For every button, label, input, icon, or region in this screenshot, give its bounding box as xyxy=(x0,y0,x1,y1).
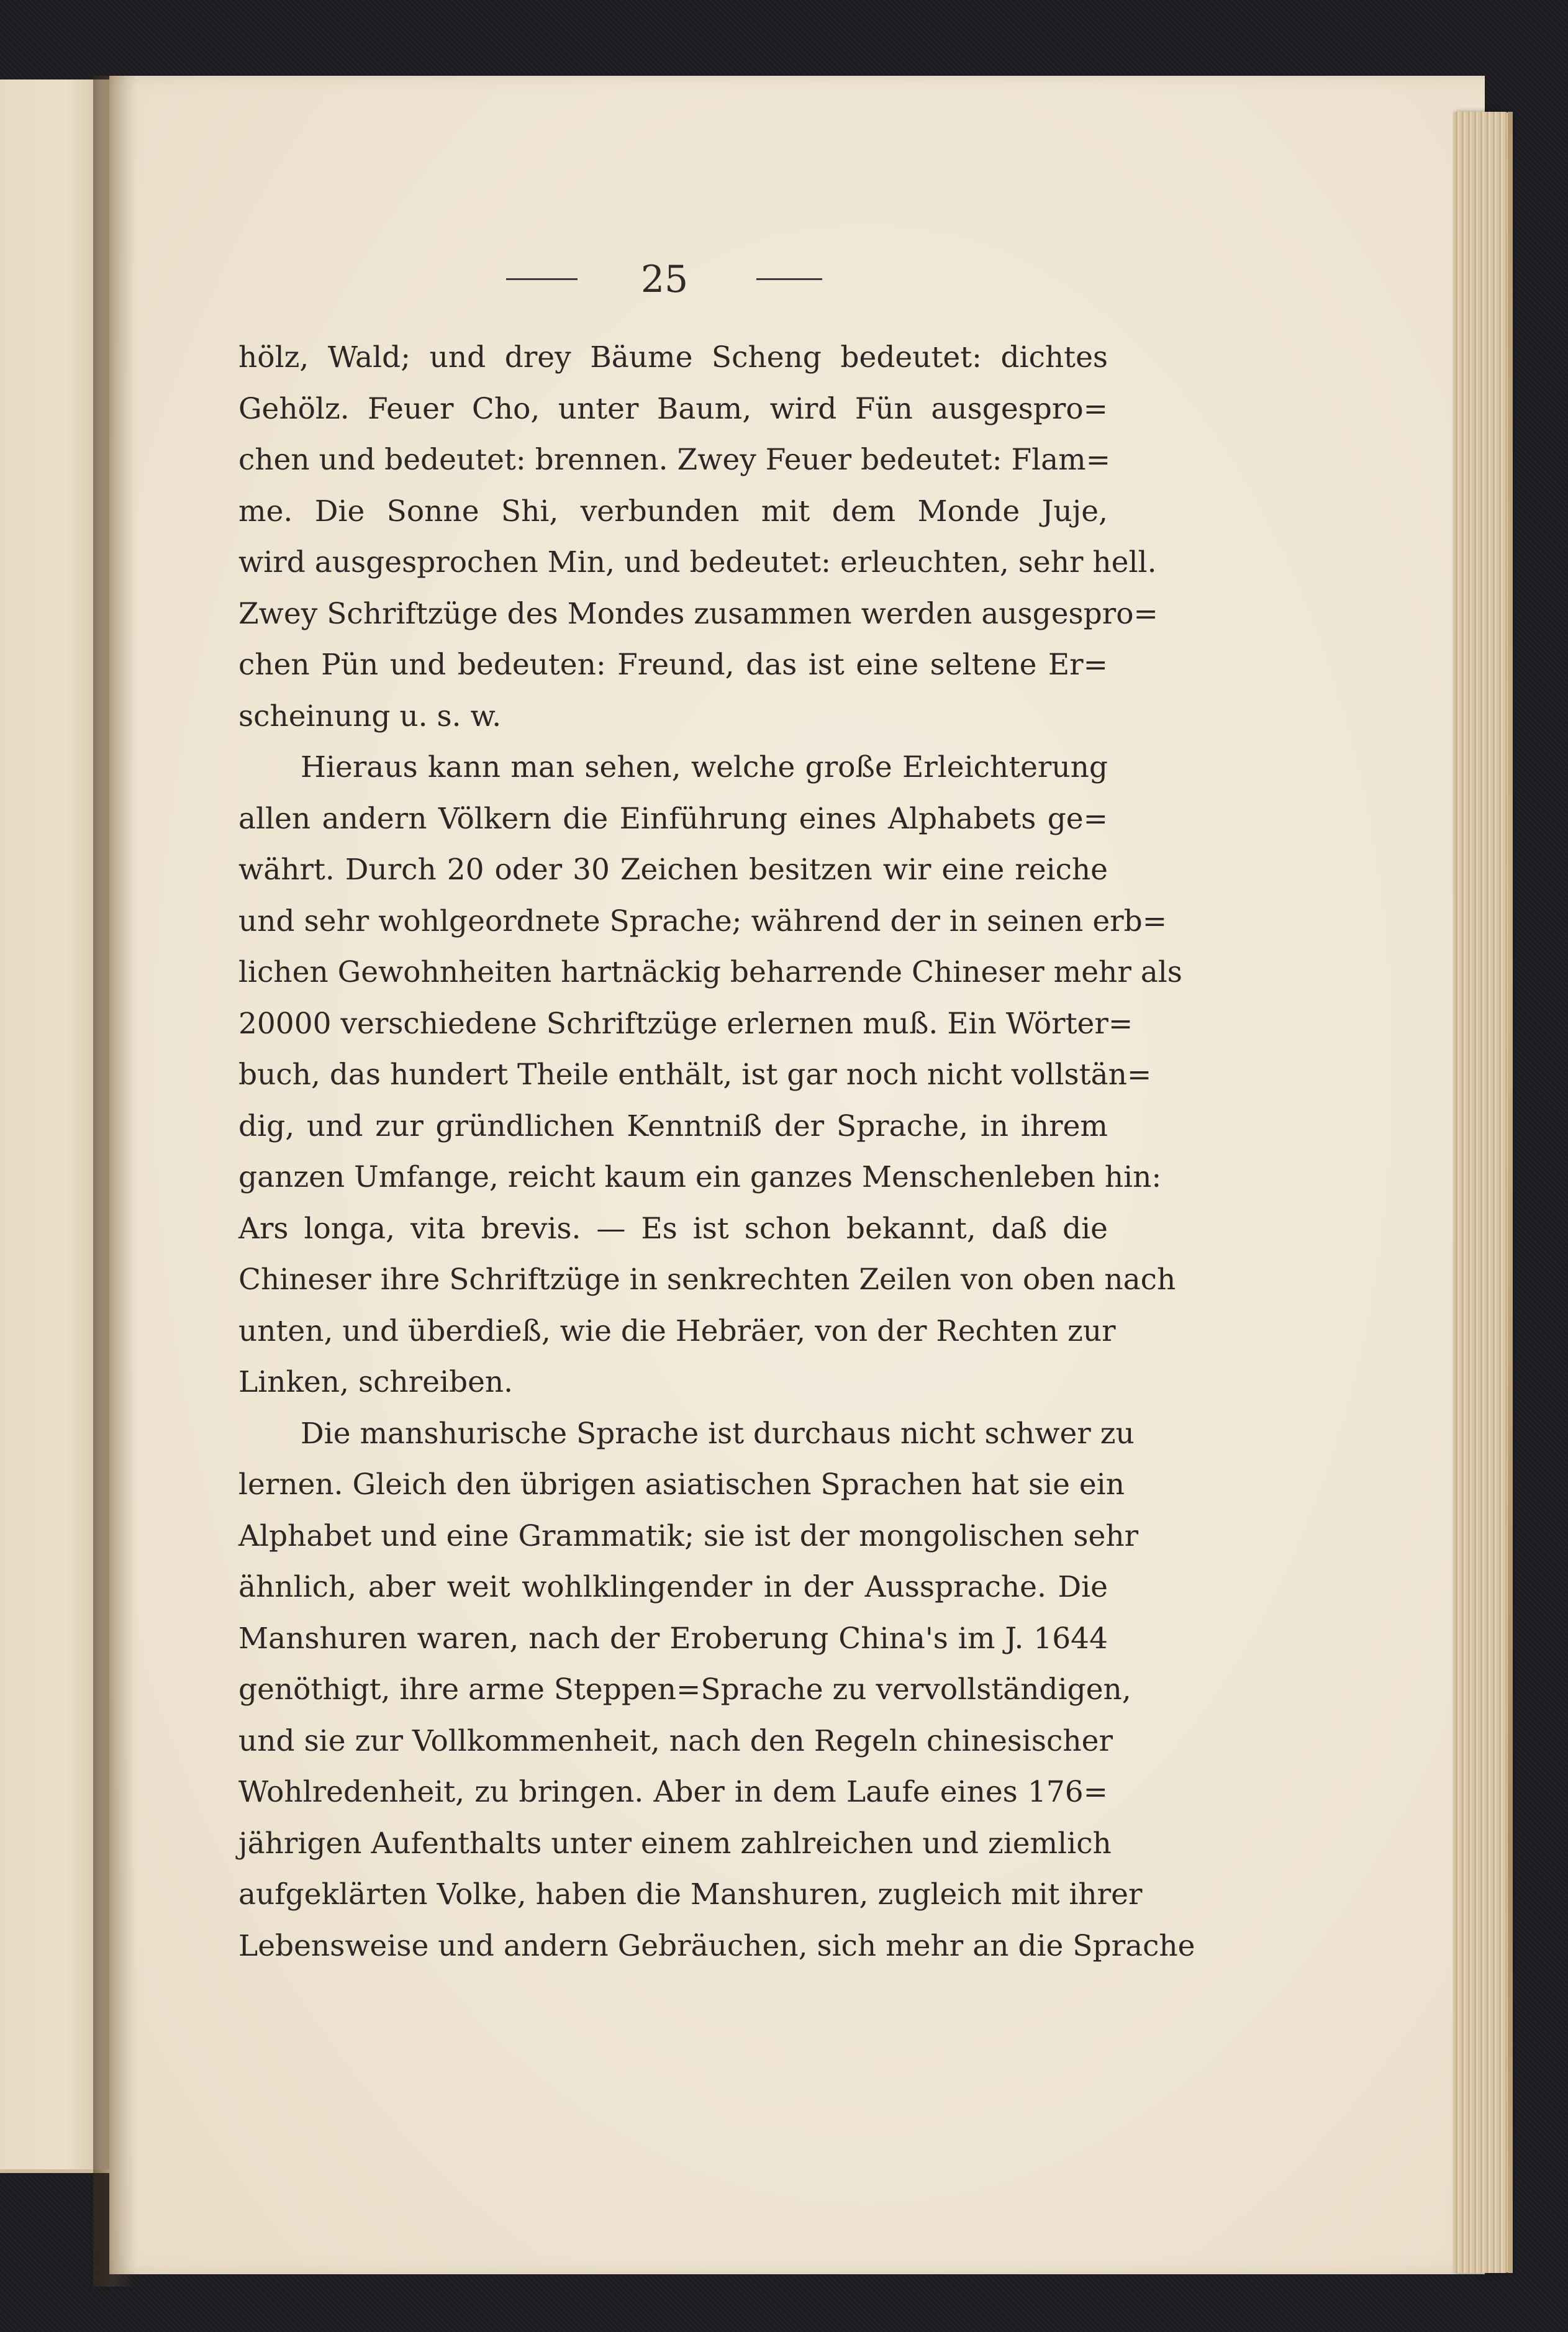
text-line: Hieraus kann man sehen, welche große Erleichterung xyxy=(301,750,1108,784)
text-line: genöthigt, ihre arme Steppen=Sprache zu vervollständigen, xyxy=(238,1672,1131,1707)
text-line: 20000 verschiedene Schriftzüge erlernen muß. Ein Wörter= xyxy=(238,1006,1133,1041)
text-line: ähnlich, aber weit wohlklingender in der Aussprache. Die xyxy=(238,1570,1108,1604)
text-line: hölz, Wald; und drey Bäume Scheng bedeutet: dichtes xyxy=(238,340,1108,374)
page-edges xyxy=(1453,112,1509,2273)
text-line: Manshuren waren, nach der Eroberung China's im J. 1644 xyxy=(238,1621,1108,1656)
text-line: chen und bedeutet: brennen. Zwey Feuer bedeutet: Flam= xyxy=(238,443,1111,477)
text-line: chen Pün und bedeuten: Freund, das ist eine seltene Er= xyxy=(238,648,1108,682)
text-line: Lebensweise und andern Gebräuchen, sich mehr an die Sprache xyxy=(238,1928,1195,1963)
header-rule-left xyxy=(506,278,578,280)
text-line: Gehölz. Feuer Cho, unter Baum, wird Fün ausgespro= xyxy=(238,391,1108,426)
page-header xyxy=(0,248,1568,311)
gutter-shadow xyxy=(93,76,137,2287)
text-line: Wohlredenheit, zu bringen. Aber in dem Laufe eines 176= xyxy=(238,1775,1108,1809)
text-line: Ars longa, vita brevis. — Es ist schon bekannt, daß die xyxy=(238,1211,1108,1246)
text-line: währt. Durch 20 oder 30 Zeichen besitzen wir eine reiche xyxy=(238,853,1108,887)
text-line: lichen Gewohnheiten hartnäckig beharrende Chineser mehr als xyxy=(238,955,1182,989)
text-line: jährigen Aufenthalts unter einem zahlreichen und ziemlich xyxy=(238,1826,1112,1861)
text-line: buch, das hundert Theile enthält, ist gar noch nicht vollstän= xyxy=(238,1058,1152,1092)
text-line: wird ausgesprochen Min, und bedeutet: erleuchten, sehr hell. xyxy=(238,545,1157,579)
text-line: Chineser ihre Schriftzüge in senkrechten Zeilen von oben nach xyxy=(238,1263,1176,1297)
text-line: scheinung u. s. w. xyxy=(238,699,502,733)
body-text xyxy=(238,332,1195,1972)
text-line: und sie zur Vollkommenheit, nach den Regeln chinesischer xyxy=(238,1723,1113,1758)
page-number: 25 xyxy=(640,258,689,301)
header-rule-right xyxy=(756,278,822,280)
text-line: Die manshurische Sprache ist durchaus nicht schwer zu xyxy=(301,1416,1135,1451)
text-line: allen andern Völkern die Einführung eines Alphabets ge= xyxy=(238,801,1108,836)
text-line: Linken, schreiben. xyxy=(238,1365,514,1399)
text-line: Alphabet und eine Grammatik; sie ist der mongolischen sehr xyxy=(238,1518,1139,1553)
text-line: unten, und überdieß, wie die Hebräer, von der Rechten zur xyxy=(238,1313,1116,1348)
text-line: me. Die Sonne Shi, verbunden mit dem Monde Juje, xyxy=(238,494,1108,529)
text-line: ganzen Umfange, reicht kaum ein ganzes Menschenleben hin: xyxy=(238,1160,1162,1194)
text-line: und sehr wohlgeordnete Sprache; während der in seinen erb= xyxy=(238,904,1167,938)
text-line: aufgeklärten Volke, haben die Manshuren, zugleich mit ihrer xyxy=(238,1877,1143,1912)
text-line: Zwey Schriftzüge des Mondes zusammen werden ausgespro= xyxy=(238,596,1158,631)
text-line: dig, und zur gründlichen Kenntniß der Sprache, in ihrem xyxy=(238,1109,1108,1143)
text-line: lernen. Gleich den übrigen asiatischen Sprachen hat sie ein xyxy=(238,1468,1125,1502)
